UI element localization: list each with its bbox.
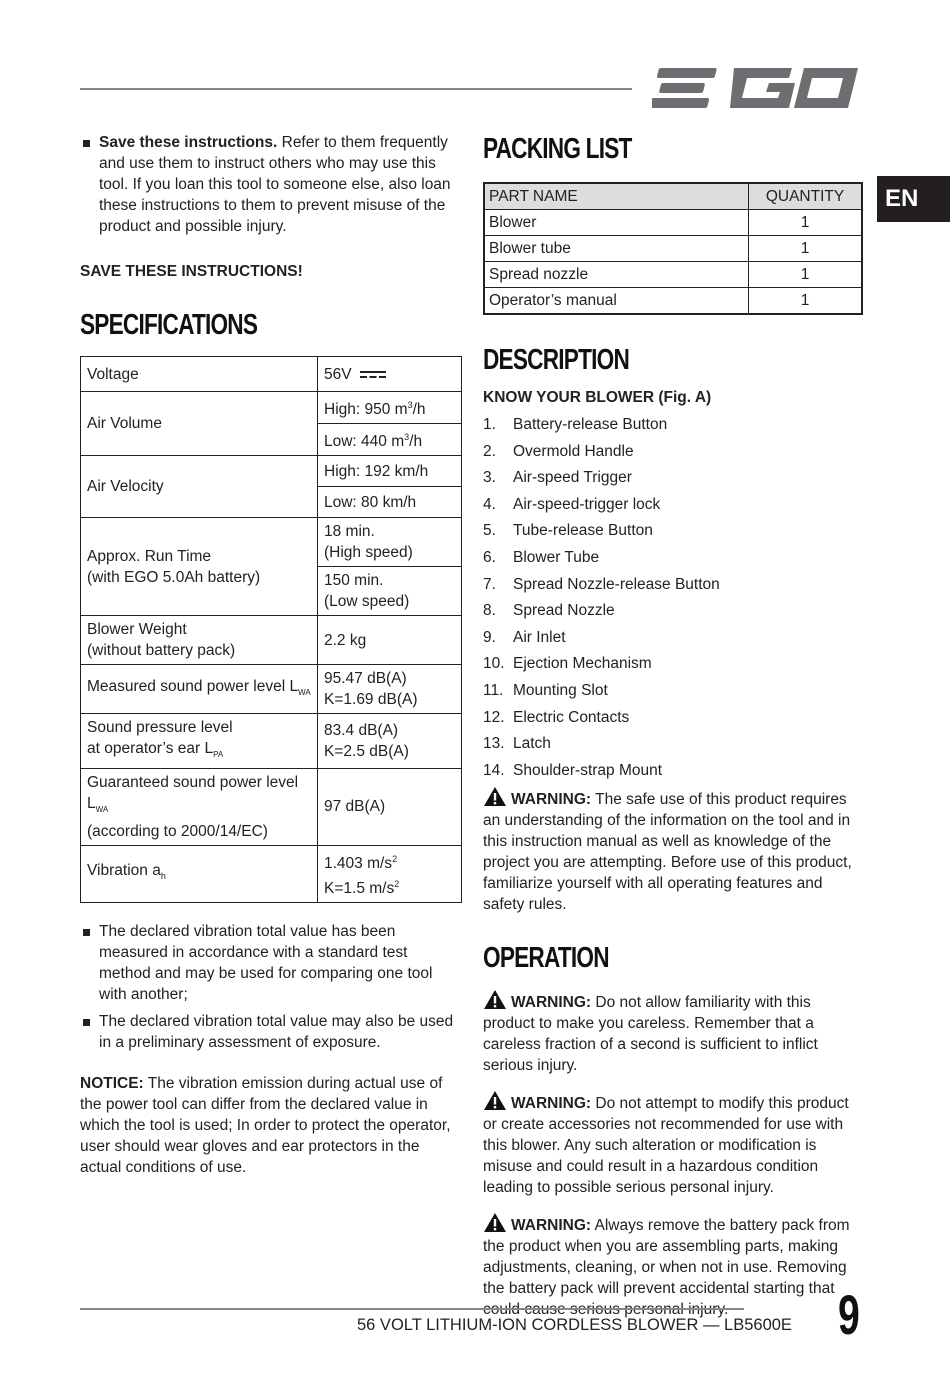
voltage-label: Voltage: [87, 365, 139, 383]
know-your-blower-heading: KNOW YOUR BLOWER (Fig. A): [483, 389, 712, 406]
warning-text: Do not attempt to modify this product or create accessories not recommended for use with this blower. Any such alteration or modification is misuse and could result in a hazardous condition leading to possible serious personal injury.: [483, 1095, 849, 1197]
item-label: Shoulder-strap Mount: [513, 761, 663, 779]
spec-row-air-volume-low: Low: 440 $m^3/h$: [81, 424, 462, 456]
glwa-sub: WA: [95, 805, 109, 815]
table-row: [484, 236, 862, 262]
weight-value: 2.2 kg: [324, 631, 367, 649]
air-velocity-label: Air Velocity: [87, 478, 164, 496]
intro-bullet: [80, 132, 462, 237]
part-name-cell: Operator’s manual: [484, 288, 749, 315]
glwa-value: 97 dB(A): [324, 798, 386, 816]
list-item: [483, 547, 863, 568]
warning-icon: [483, 989, 507, 1010]
quantity-header: QUANTITY: [749, 183, 863, 210]
item-number: 7.: [483, 575, 496, 593]
list-item: [483, 733, 863, 754]
item-number: 12.: [483, 708, 505, 726]
item-number: 14.: [483, 761, 505, 779]
weight-label-2: (without battery pack): [87, 642, 236, 660]
list-item: [483, 707, 863, 728]
item-number: 9.: [483, 628, 496, 646]
specifications-heading: SPECIFICATIONS: [80, 309, 258, 341]
vibration-value-2: K=1.5 m/s: [324, 879, 395, 897]
item-label: Air-speed Trigger: [513, 469, 632, 487]
item-label: Latch: [513, 735, 551, 753]
item-number: 8.: [483, 602, 496, 620]
operation-warning-3: [483, 1212, 863, 1320]
parts-list: [483, 414, 863, 781]
item-number: 6.: [483, 548, 496, 566]
warning-text: Do not allow familiarity with this product to make you careless. Remember that a careless fraction of a second is sufficient to inflict serious injury.: [483, 994, 818, 1075]
lpa-value-2: K=2.5 dB(A): [324, 743, 409, 761]
save-instructions-heading: SAVE THESE INSTRUCTIONS!: [80, 263, 303, 280]
spec-row-lwa: [81, 665, 462, 714]
glwa-label-1: Guaranteed sound power level L: [87, 774, 299, 813]
right-column: [483, 132, 863, 1320]
warning-text: The safe use of this product requires an understanding of the information on the tool and in this instruction manual as well as knowledge of the project you are attempting. Before use of this product, familiarize yourself with all operating features and safety rules.: [483, 791, 852, 914]
vibration-bullet-2: The declared vibration total value may also be used in a preliminary assessment of exposure.: [80, 1011, 462, 1053]
operation-warning-2: [483, 1090, 863, 1198]
item-number: 5.: [483, 522, 496, 540]
weight-label-1: Blower Weight: [87, 621, 187, 639]
list-item: [483, 520, 863, 541]
language-tab: EN: [877, 176, 950, 222]
item-number: 3.: [483, 469, 496, 487]
list-item: [483, 680, 863, 701]
item-number: 1.: [483, 416, 496, 433]
description-warning: [483, 786, 863, 915]
warning-label: WARNING:: [511, 1095, 592, 1113]
spec-row-vibration: Vibration $a_h$ 1.403 $m/s^2$ K=1.5 $m/s^2$: [81, 845, 462, 902]
dc-symbol-icon: [360, 370, 386, 379]
item-label: Mounting Slot: [513, 681, 608, 699]
part-name-header: PART NAME: [484, 183, 749, 210]
list-item: [483, 600, 863, 621]
quantity-cell: 1: [749, 236, 863, 262]
spec-row-voltage: [81, 357, 462, 392]
air-volume-high: High: 950 m: [324, 401, 408, 419]
warning-icon: [483, 786, 507, 807]
operation-warning-1: [483, 989, 863, 1076]
warning-text: Always remove the battery pack from the product when you are assembling parts, making adjustments, cleaning, or when not in use. Removing the battery pack will prevent accidental starting that: [483, 1217, 850, 1298]
lwa-label: Measured sound power level L: [87, 677, 299, 695]
table-row: [484, 288, 862, 315]
item-number: 10.: [483, 655, 505, 673]
air-volume-label: Air Volume: [87, 415, 162, 433]
runtime-high-2: (High speed): [324, 544, 413, 562]
item-label: Spread Nozzle-release Button: [513, 575, 720, 593]
air-velocity-low: Low: 80 km/h: [324, 493, 417, 511]
air-volume-low: Low: 440 m: [324, 433, 405, 451]
footer-text: 56 VOLT LITHIUM-ION CORDLESS BLOWER — LB5600E: [357, 1316, 792, 1334]
item-number: 4.: [483, 495, 496, 513]
lpa-value-1: 83.4 dB(A): [324, 722, 399, 740]
header-rule: [80, 88, 632, 90]
runtime-label-1: Approx. Run Time: [87, 547, 212, 565]
spec-row-guaranteed-lwa: [81, 769, 462, 845]
quantity-cell: 1: [749, 262, 863, 288]
warning-icon: [483, 1212, 507, 1233]
list-item: [483, 414, 863, 435]
warning-label: WARNING:: [511, 1217, 592, 1235]
item-label: Air Inlet: [513, 628, 566, 646]
list-item: [483, 494, 863, 515]
operation-heading: OPERATION: [483, 942, 609, 975]
lpa-label-1: Sound pressure level: [87, 719, 233, 737]
spec-row-air-volume-high: Air Volume High: 950 $m^3/h$: [81, 392, 462, 424]
item-number: 2.: [483, 442, 496, 460]
intro-text: Refer to them frequently and use them to instruct others who may use this tool. If you loan this tool to someone else, also loan these instructions to them to prevent misuse of the product and possible injury.: [99, 134, 451, 235]
item-number: 11.: [483, 681, 504, 699]
air-velocity-high: High: 192 km/h: [324, 462, 429, 480]
warning-label: WARNING:: [511, 791, 592, 809]
footer-rule: [80, 1308, 744, 1310]
packing-list-table: [483, 182, 863, 315]
vibration-bullet-1: The declared vibration total value has been measured in accordance with a standard test method and may be used for comparing one tool with another;: [80, 921, 462, 1005]
spec-row-air-velocity-high: [81, 456, 462, 487]
runtime-low-2: (Low speed): [324, 593, 410, 611]
list-item: [483, 627, 863, 648]
list-item: [483, 467, 863, 488]
quantity-cell: 1: [749, 210, 863, 236]
unit-suffix: /h: [412, 401, 426, 419]
voltage-value: 56V: [324, 365, 352, 383]
vibration-sub: h: [160, 871, 166, 882]
lwa-value-1: 95.47 dB(A): [324, 670, 407, 688]
vibration-label: Vibration a: [87, 862, 161, 880]
lpa-label-2: at operator’s ear L: [87, 740, 214, 758]
notice-paragraph: [80, 1073, 462, 1178]
table-row: [484, 210, 862, 236]
lwa-sub: WA: [298, 687, 311, 697]
warning-label: WARNING:: [511, 994, 592, 1012]
warning-icon: [483, 1090, 507, 1111]
ego-logo: [652, 64, 862, 112]
lwa-value-2: K=1.69 dB(A): [324, 691, 418, 709]
unit-suffix: /h: [409, 433, 423, 451]
table-row: [484, 262, 862, 288]
packing-header-row: [484, 183, 862, 210]
runtime-label-2: (with EGO 5.0Ah battery): [87, 568, 261, 586]
spec-row-weight: [81, 616, 462, 665]
list-item: [483, 760, 863, 781]
vibration-value-1: 1.403 m/s: [324, 854, 393, 872]
quantity-cell: 1: [749, 288, 863, 315]
lpa-sub: PA: [213, 750, 224, 760]
runtime-low-1: 150 min.: [324, 572, 384, 590]
description-heading: DESCRIPTION: [483, 344, 630, 376]
vibration-bullets: [80, 921, 462, 1053]
item-label: Air-speed-trigger lock: [513, 495, 661, 513]
part-name-cell: Blower tube: [484, 236, 749, 262]
item-label: Electric Contacts: [513, 708, 630, 726]
list-item: [483, 441, 863, 462]
left-column: [80, 132, 462, 1178]
spec-row-lpa: [81, 714, 462, 769]
item-label: Ejection Mechanism: [513, 655, 652, 673]
notice-text: The vibration emission during actual use of the power tool can differ from the declared value in which the tool is used; In order to protect the operator, user should wear gloves and ear protectors in the actual conditions of use.: [80, 1074, 451, 1176]
item-label: Tube-release Button: [513, 522, 653, 540]
glwa-label-2: (according to 2000/14/EC): [87, 822, 268, 840]
item-number: 13.: [483, 735, 505, 753]
part-name-cell: Spread nozzle: [484, 262, 749, 288]
page-number: 9: [838, 1283, 860, 1346]
list-item: [483, 574, 863, 595]
item-label: Battery-release Button: [513, 416, 668, 433]
intro-bold: Save these instructions.: [99, 134, 278, 151]
item-label: Blower Tube: [513, 548, 600, 566]
list-item: [483, 653, 863, 674]
item-label: Overmold Handle: [513, 442, 634, 460]
item-label: Spread Nozzle: [513, 602, 615, 620]
packing-list-heading: PACKING LIST: [483, 133, 632, 165]
specifications-table: [80, 356, 462, 903]
spec-row-runtime-high: [81, 518, 462, 567]
notice-label: NOTICE:: [80, 1074, 144, 1092]
runtime-high-1: 18 min.: [324, 523, 375, 541]
part-name-cell: Blower: [484, 210, 749, 236]
